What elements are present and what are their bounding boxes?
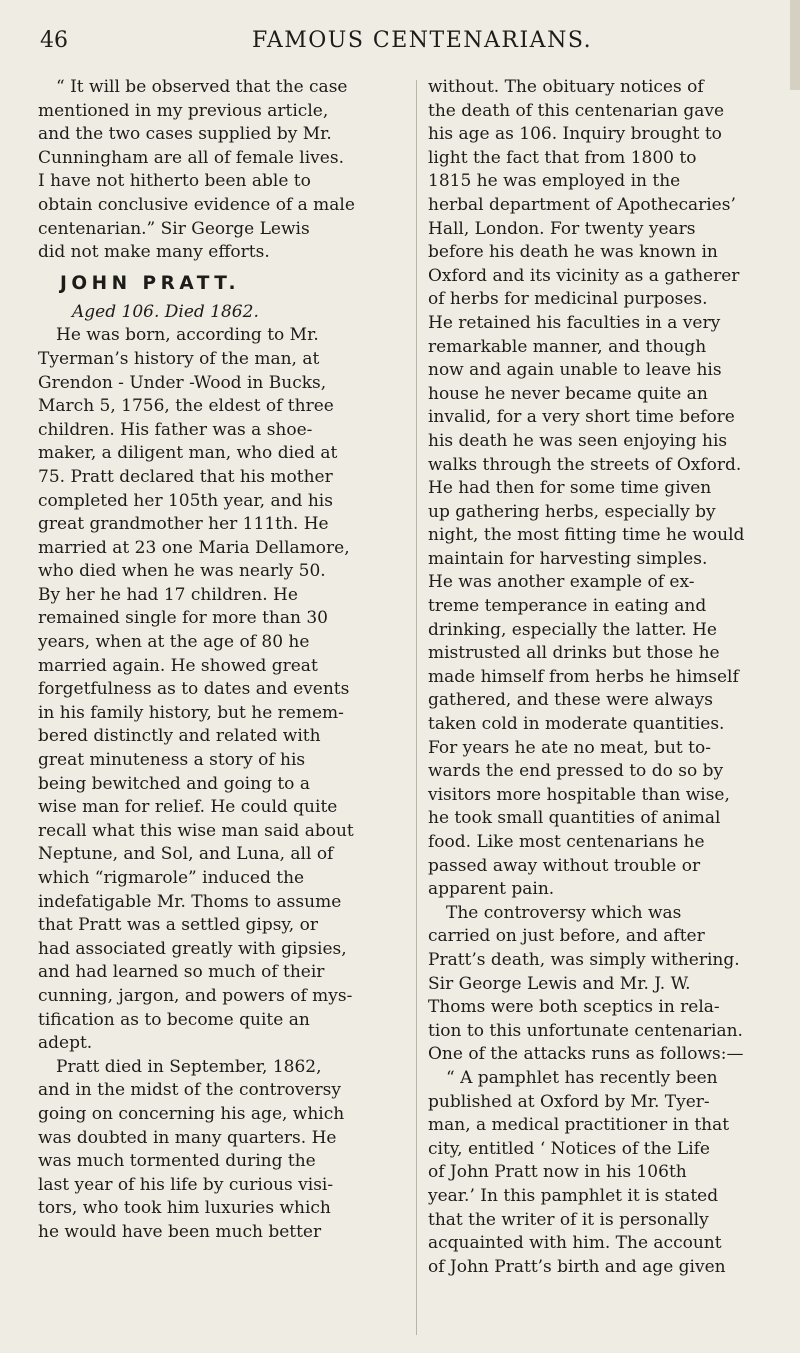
section-subheading: Aged 106. Died 1862. <box>72 301 259 322</box>
text-line: light the fact that from 1800 to <box>428 147 697 168</box>
text-line: and the two cases supplied by Mr. <box>38 124 332 145</box>
text-line: last year of his life by curious visi- <box>38 1174 334 1195</box>
text-line: published at Oxford by Mr. Tyer- <box>428 1091 710 1112</box>
text-line: house he never became quite an <box>428 383 708 404</box>
text-line: maintain for harvesting simples. <box>428 548 708 569</box>
text-line: night, the most fitting time he would <box>428 525 745 546</box>
text-line: apparent pain. <box>428 879 555 900</box>
text-line: now and again unable to leave his <box>428 360 722 381</box>
text-line: bered distinctly and related with <box>38 726 321 747</box>
text-line: Neptune, and Sol, and Luna, all of <box>38 844 334 865</box>
text-line: Pratt’s death, was simply withering. <box>428 949 740 970</box>
text-line: his age as 106. Inquiry brought to <box>428 124 722 145</box>
text-line: mistrusted all drinks but those he <box>428 643 720 664</box>
text-line: of John Pratt’s birth and age given <box>428 1256 726 1277</box>
text-line: did not make many efforts. <box>38 242 270 263</box>
text-line: of herbs for medicinal purposes. <box>428 289 708 310</box>
text-line: maker, a diligent man, who died at <box>38 443 338 464</box>
left-column <box>38 76 378 1245</box>
page-header <box>40 28 760 58</box>
text-line: remarkable manner, and though <box>428 336 707 357</box>
text-line: going on concerning his age, which <box>38 1103 345 1124</box>
text-line: married again. He showed great <box>38 655 318 676</box>
text-line: made himself from herbs he himself <box>428 666 739 687</box>
text-line: herbal department of Apothecaries’ <box>428 194 736 215</box>
text-line: mentioned in my previous article, <box>38 100 329 121</box>
text-line: was much tormented during the <box>38 1151 316 1172</box>
text-line: that the writer of it is personally <box>428 1209 709 1230</box>
text-line: He was another example of ex- <box>428 572 695 593</box>
text-line: he would have been much better <box>38 1221 322 1242</box>
text-line: Thoms were both sceptics in rela- <box>428 997 720 1018</box>
text-line: obtain conclusive evidence of a male <box>38 194 355 215</box>
text-line: tors, who took him luxuries which <box>38 1198 331 1219</box>
text-line: “ A pamphlet has recently been <box>446 1067 718 1088</box>
text-line: and in the midst of the controversy <box>38 1080 341 1101</box>
text-line: before his death he was known in <box>428 242 718 263</box>
body-text <box>428 76 768 1279</box>
text-line: city, entitled ‘ Notices of the Life <box>428 1138 710 1159</box>
text-line: great grandmother her 111th. He <box>38 514 329 535</box>
text-line: “ It will be observed that the case <box>56 77 348 97</box>
text-line: his death he was seen enjoying his <box>428 430 728 451</box>
text-line: wise man for relief. He could quite <box>38 797 338 818</box>
text-line: Sir George Lewis and Mr. J. W. <box>428 973 691 994</box>
text-line: Hall, London. For twenty years <box>428 218 696 239</box>
text-line: Pratt died in September, 1862, <box>56 1056 322 1077</box>
text-line: completed her 105th year, and his <box>38 490 333 511</box>
text-line: The controversy which was <box>446 902 682 923</box>
section-heading: JOHN PRATT. <box>60 272 241 294</box>
text-line: drinking, especially the latter. He <box>428 619 717 640</box>
column-divider <box>416 80 417 1335</box>
right-column <box>428 76 768 1279</box>
page-edge-shadow <box>790 0 800 90</box>
text-line: Cunningham are all of female lives. <box>38 147 344 168</box>
text-line: gathered, and these were always <box>428 690 713 711</box>
text-line: man, a medical practitioner in that <box>428 1115 730 1136</box>
running-title: FAMOUS CENTENARIANS. <box>252 28 593 53</box>
body-text <box>38 324 378 1244</box>
text-line: which “rigmarole” induced the <box>38 868 305 888</box>
text-line: walks through the streets of Oxford. <box>428 454 742 475</box>
text-line: up gathering herbs, especially by <box>428 501 716 522</box>
text-line: had associated greatly with gipsies, <box>38 938 347 959</box>
text-line: the death of this centenarian gave <box>428 100 725 121</box>
text-line: who died when he was nearly 50. <box>38 561 326 582</box>
text-line: of John Pratt now in his 106th <box>428 1162 687 1183</box>
page-number: 46 <box>40 28 68 53</box>
text-line: taken cold in moderate quantities. <box>428 714 725 735</box>
text-line: tion to this unfortunate centenarian. <box>428 1020 743 1041</box>
text-line: centenarian.” Sir George Lewis <box>38 218 310 239</box>
text-line: By her he had 17 children. He <box>38 584 298 605</box>
text-line: and had learned so much of their <box>38 962 325 983</box>
text-line: He was born, according to Mr. <box>56 325 319 346</box>
text-line: tification as to become quite an <box>38 1009 310 1030</box>
text-line: that Pratt was a settled gipsy, or <box>38 915 318 936</box>
text-line: He had then for some time given <box>428 478 712 499</box>
text-line: forgetfulness as to dates and events <box>38 679 350 700</box>
text-line: cunning, jargon, and powers of mys- <box>38 985 353 1006</box>
text-line: 1815 he was employed in the <box>428 171 681 192</box>
text-line: remained single for more than 30 <box>38 608 328 629</box>
text-line: carried on just before, and after <box>428 926 705 947</box>
text-line: without. The obituary notices of <box>428 77 704 97</box>
text-line: year.’ In this pamphlet it is stated <box>428 1185 719 1206</box>
text-line: acquainted with him. The account <box>428 1233 722 1254</box>
text-line: married at 23 one Maria Dellamore, <box>38 537 350 558</box>
text-line: He retained his faculties in a very <box>428 312 721 333</box>
text-line: wards the end pressed to do so by <box>428 761 724 782</box>
text-line: great minuteness a story of his <box>38 750 306 771</box>
text-line: he took small quantities of animal <box>428 808 721 829</box>
text-line: I have not hitherto been able to <box>38 171 311 192</box>
text-line: being bewitched and going to a <box>38 773 310 794</box>
text-line: visitors more hospitable than wise, <box>428 784 730 805</box>
text-line: food. Like most centenarians he <box>428 832 705 852</box>
text-line: in his family history, but he remem- <box>38 702 344 723</box>
text-line: Oxford and its vicinity as a gatherer <box>428 265 740 286</box>
text-line: adept. <box>38 1033 93 1054</box>
text-line: 75. Pratt declared that his mother <box>38 466 333 487</box>
text-line: treme temperance in eating and <box>428 596 707 617</box>
text-line: passed away without trouble or <box>428 855 701 876</box>
text-line: recall what this wise man said about <box>38 820 354 841</box>
text-line: indefatigable Mr. Thoms to assume <box>38 891 342 912</box>
text-line: One of the attacks runs as follows:— <box>428 1044 744 1065</box>
text-line: For years he ate no meat, but to- <box>428 737 711 758</box>
text-line: Grendon - Under -Wood in Bucks, <box>38 372 327 393</box>
intro-paragraph <box>38 76 378 265</box>
text-line: Tyerman’s history of the man, at <box>38 348 320 369</box>
text-line: years, when at the age of 80 he <box>38 632 310 653</box>
text-line: March 5, 1756, the eldest of three <box>38 396 334 417</box>
text-line: invalid, for a very short time before <box>428 407 735 428</box>
text-line: children. His father was a shoe- <box>38 419 313 440</box>
text-line: was doubted in many quarters. He <box>38 1127 337 1148</box>
